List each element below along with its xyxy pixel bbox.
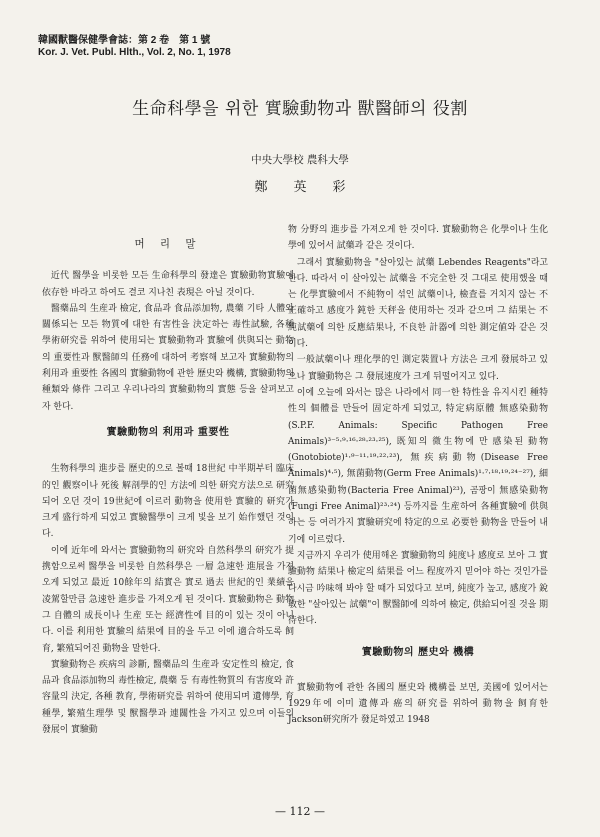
journal-name-korean: 韓國獸醫保健學會誌：第 2 卷 第 1 號 (38, 35, 211, 46)
paragraph: 지금까지 우리가 使用해온 實驗動物의 純度나 感度로 보아 그 實驗動物 結果나 檢定의 結果를 어느 程度까지 믿어야 하는 것인가를 다시금 吟味해 봐야 할 때가 되었다고 보며, 純度가 높고, 感度가 銳敏한 "살아있는 試藥"이 獸醫師에 의하여 檢定, 供給되어질 것을 期待한다. (288, 550, 548, 627)
author-affiliation: 中央大學校 農科大學 (251, 154, 349, 166)
section-heading-use-and-importance: 實驗動物의 利用과 重要性 (106, 426, 230, 438)
paragraph: 生物科學의 進步를 歷史的으로 볼때 18世紀 中半期부터 臨床的인 觀察이나 死後 解剖學的인 方法에 의한 研究方法으로 研究되어 오던 것이 19世紀에 이르러 動物을 使用한 實驗的 研究가 크게 盛行하게 되었고 實驗醫學이 크게 빛을 보기 始作했던 것이다. (42, 464, 294, 540)
section-heading-introduction: 머 리 말 (134, 238, 202, 250)
section-heading-history-and-institutions: 實驗動物의 歷史와 機構 (361, 647, 475, 659)
paragraph: 醫藥品의 生産과 檢定, 食品과 食品添加物, 農藥 기타 人體와 關係되는 모든 物質에 대한 有害性을 決定하는 毒性試驗, 各種 學術研究를 위하여 使用되는 實驗動物과 實驗에 供與되는 動物의 重要性과 獸醫師의 任務에 대하여 考察해 보고자 實驗動物의 利用과 重要性 各國의 實驗動物에 관한 歷史와 機構, 實驗動物의 種類와 條件 그리고 우리나라의 實驗動物의 實態 등을 살펴보고자 한다. (42, 303, 294, 412)
author-name: 鄭英彩 (254, 180, 372, 195)
paragraph: 그래서 實驗動物을 "살아있는 試藥 Lebendes Reagents"라고 한다. 따라서 이 살아있는 試藥을 不完全한 것 그대로 使用했을 때는 化學實驗에서 不純物이 섞인 試藥이나, 檢査를 거치지 않는 不正確하고 感度가 鈍한 天秤을 使用하는 것과 같으며 그 結果는 不純試藥에 의한 反應結果나, 不良한 計器에 의한 測定値와 같은 것이다. (288, 257, 548, 350)
page-number: — 112 — (275, 805, 325, 818)
paragraph: 近代 醫學을 비롯한 모든 生命科學의 發達은 實驗動物實驗에 依存한 바라고 하여도 결코 지나친 表現은 아닐 것이다. (42, 271, 294, 298)
paragraph: 이에 近年에 와서는 實驗動物의 研究와 自然科學의 研究가 提携함으로써 醫學을 비롯한 自然科學은 一層 急速한 進展을 가져오게 되었고 最近 10餘年의 結實은 實로 過去 世紀的인 業績을 凌駕할만큼 急速한 進步를 가져오게 된 것이다. 實驗動物은 動物 그 自體의 成長이나 生産 또는 經濟性에 目的이 있는 것이 아니다. 이를 利用한 實驗의 結果에 目的을 두고 이에 適合하도록 飼育, 繁殖되어진 動物을 말한다. (42, 545, 294, 654)
paragraph: 이에 오늘에 와서는 많은 나라에서 同一한 特性을 유지시킨 種特性의 個體를 만들어 固定하게 되었고, 特定病原體 無感染動物 (S.P.F. Animals: Specific Pathogen Free Animals)³⁻⁵·⁹·¹⁶·²⁸·²³·²⁵), 既知의 微生物에 만 感染된 動物(Gnotobiote)¹·⁹⁻¹¹·¹⁹·²²·²³), 無疾病動物(Disease Free Animals)⁴·⁵), 無菌動物(Germ Free Animals)¹·⁷·¹⁸·¹⁹·²⁴⁻²⁷), 細菌無感染動物(Bacteria Free Animal)²³), 곰팡이 無感染動物(Fungi Free Animal)²³·²⁴) 등까지를 生産하여 各種實驗에 供與하는 등 여러가지 實驗研究에 特定的으로 必要한 動物을 만들어 내기에 이르렀다. (288, 387, 548, 545)
paragraph: 實驗動物은 疾病의 診斷, 醫藥品의 生産과 安定性의 檢定, 食品과 食品添加物의 毒性檢定, 農藥 등 有毒性物質의 有害度와 許容量의 決定, 各種 教育, 學術研究를 위하여 使用되며 遺傳學, 育種學, 繁殖生理學 및 獸醫學과 連關性을 가지고 있으며 이들의 發展이 實驗動 (42, 659, 294, 736)
paragraph: 一般試藥이나 理化學的인 測定裝置나 方法은 크게 發展하고 있으나 實驗動物은 그 發展速度가 크게 뒤떨어지고 있다. (288, 355, 548, 382)
right-column (288, 222, 548, 729)
journal-citation: Kor. J. Vet. Publ. Hlth., Vol. 2, No. 1, 1978 (38, 47, 231, 58)
paragraph: 物 分野의 進步를 가져오게 한 것이다. 實驗動物은 化學이나 生化學에 있어서 試藥과 같은 것이다. (288, 225, 548, 252)
journal-header (38, 35, 231, 59)
paragraph: 實驗動物에 관한 各國의 歷史와 機構를 보면, 美國에 있어서는 1929年에 이미 遺傳과 癌의 研究를 위하여 動物을 飼育한 Jackson研究所가 發足하였고 1948 (288, 682, 548, 726)
left-column (42, 222, 294, 738)
article-title: 生命科學을 위한 實驗動物과 獸醫師의 役割 (132, 99, 468, 119)
